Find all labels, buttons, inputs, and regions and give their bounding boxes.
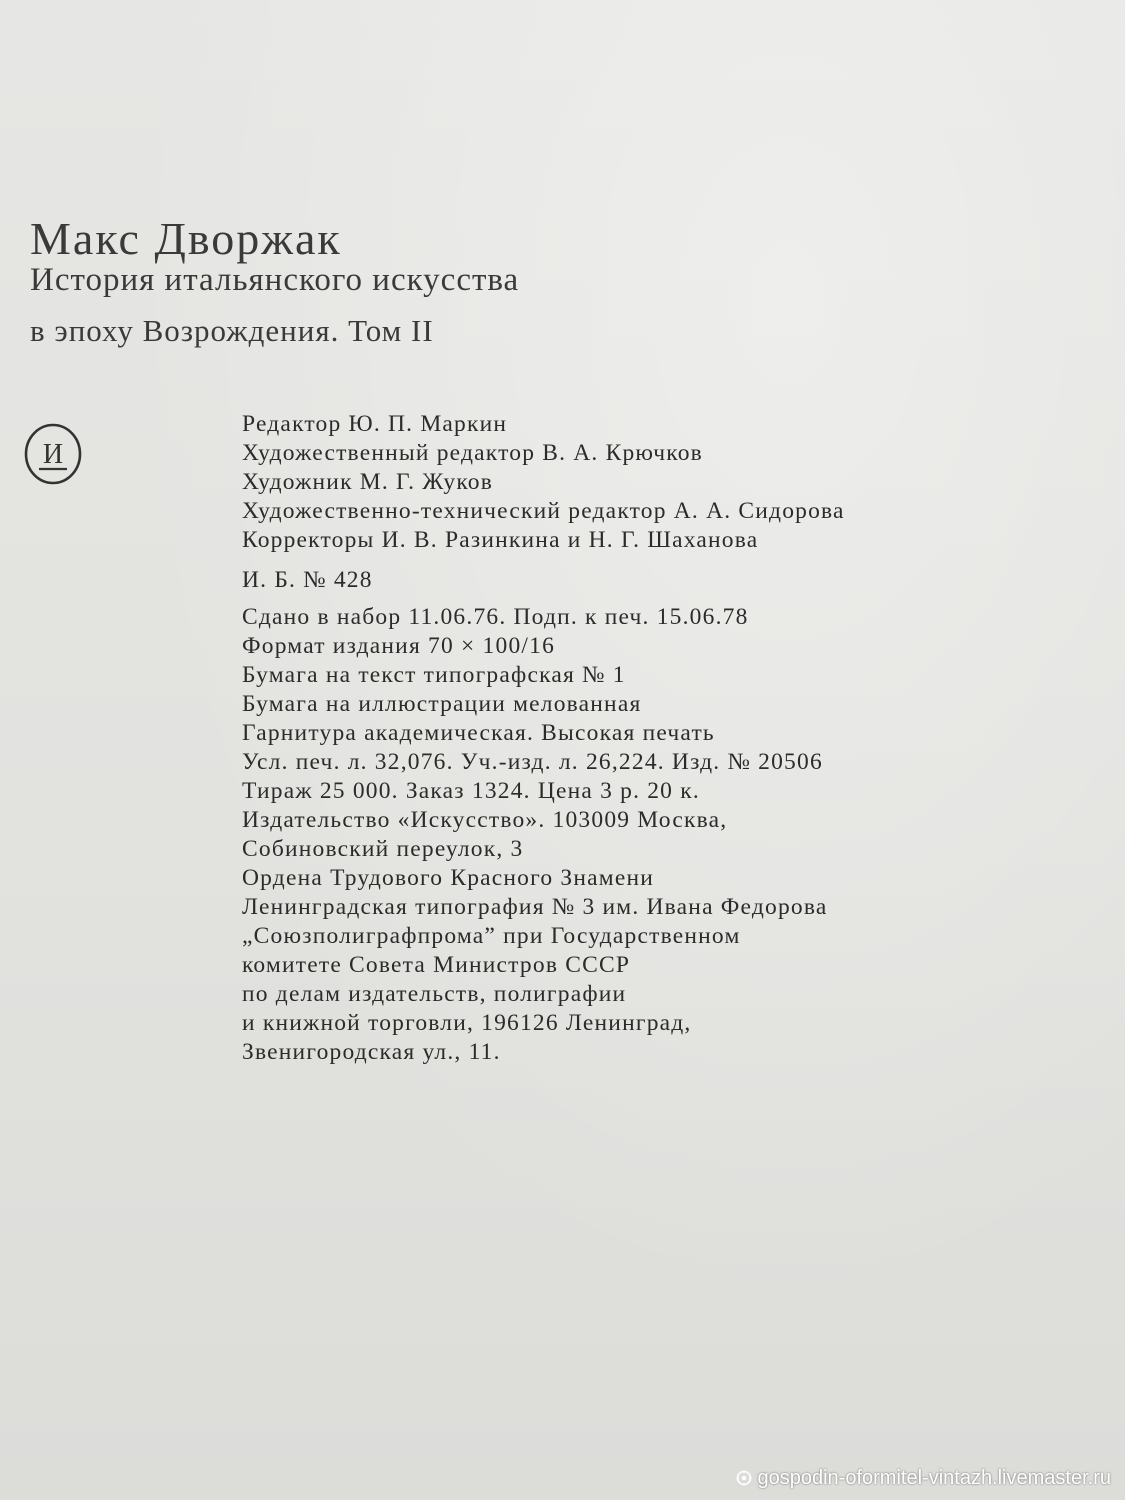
publisher-monogram-icon: [22, 423, 84, 485]
credit-artist: Художник М. Г. Жуков: [242, 469, 494, 495]
imprint-line: Ордена Трудового Красного Знамени: [242, 865, 655, 891]
imprint-line: Издательство «Искусство». 103009 Москва,: [242, 807, 728, 833]
imprint-line: Формат издания 70 × 100/16: [242, 633, 556, 659]
imprint-line: Ленинградская типография № 3 им. Ивана Федорова: [242, 894, 828, 920]
credits-block: [242, 410, 845, 555]
imprint-line: и книжной торговли, 196126 Ленинград,: [242, 1010, 692, 1036]
imprint-line: Тираж 25 000. Заказ 1324. Цена 3 р. 20 к.: [242, 778, 700, 804]
watermark-text: gospodin-oformitel-vintazh.livemaster.ru: [757, 1467, 1111, 1489]
imprint-line: Бумага на иллюстрации мелованная: [242, 691, 642, 717]
credit-technical-editor: Художественно-технический редактор А. А. Сидорова: [242, 498, 845, 524]
imprint-line: комитете Совета Министров СССР: [242, 952, 631, 978]
credit-proofreaders: Корректоры И. В. Разинкина и Н. Г. Шаханова: [242, 527, 759, 553]
book-subtitle: в эпоху Возрождения. Том II: [30, 313, 434, 348]
imprint-line: Бумага на текст типографская № 1: [242, 662, 626, 688]
imprint-line: Гарнитура академическая. Высокая печать: [242, 720, 715, 746]
imprint-block: [242, 566, 828, 1067]
imprint-line: Сдано в набор 11.06.76. Подп. к печ. 15.06.78: [242, 604, 749, 630]
livemaster-icon: [736, 1470, 752, 1486]
imprint-line: Собиновский переулок, 3: [242, 836, 524, 862]
logo-letter: И: [42, 439, 64, 470]
credit-editor: Редактор Ю. П. Маркин: [242, 411, 508, 437]
show-through-text: [640, 20, 645, 43]
credit-art-editor: Художественный редактор В. А. Крючков: [242, 440, 703, 466]
book-author: Макс Дворжак: [30, 213, 342, 264]
ib-number: И. Б. № 428: [242, 567, 373, 593]
imprint-line: по делам издательств, полиграфии: [242, 981, 627, 1007]
site-watermark: [736, 1467, 1112, 1490]
book-title: История итальянского искусства: [30, 262, 520, 298]
imprint-line: „Союзполиграфпрома” при Государственном: [242, 923, 741, 949]
imprint-line: Усл. печ. л. 32,076. Уч.-изд. л. 26,224. Изд. № 20506: [242, 749, 823, 775]
imprint-line: Звенигородская ул., 11.: [242, 1039, 501, 1065]
